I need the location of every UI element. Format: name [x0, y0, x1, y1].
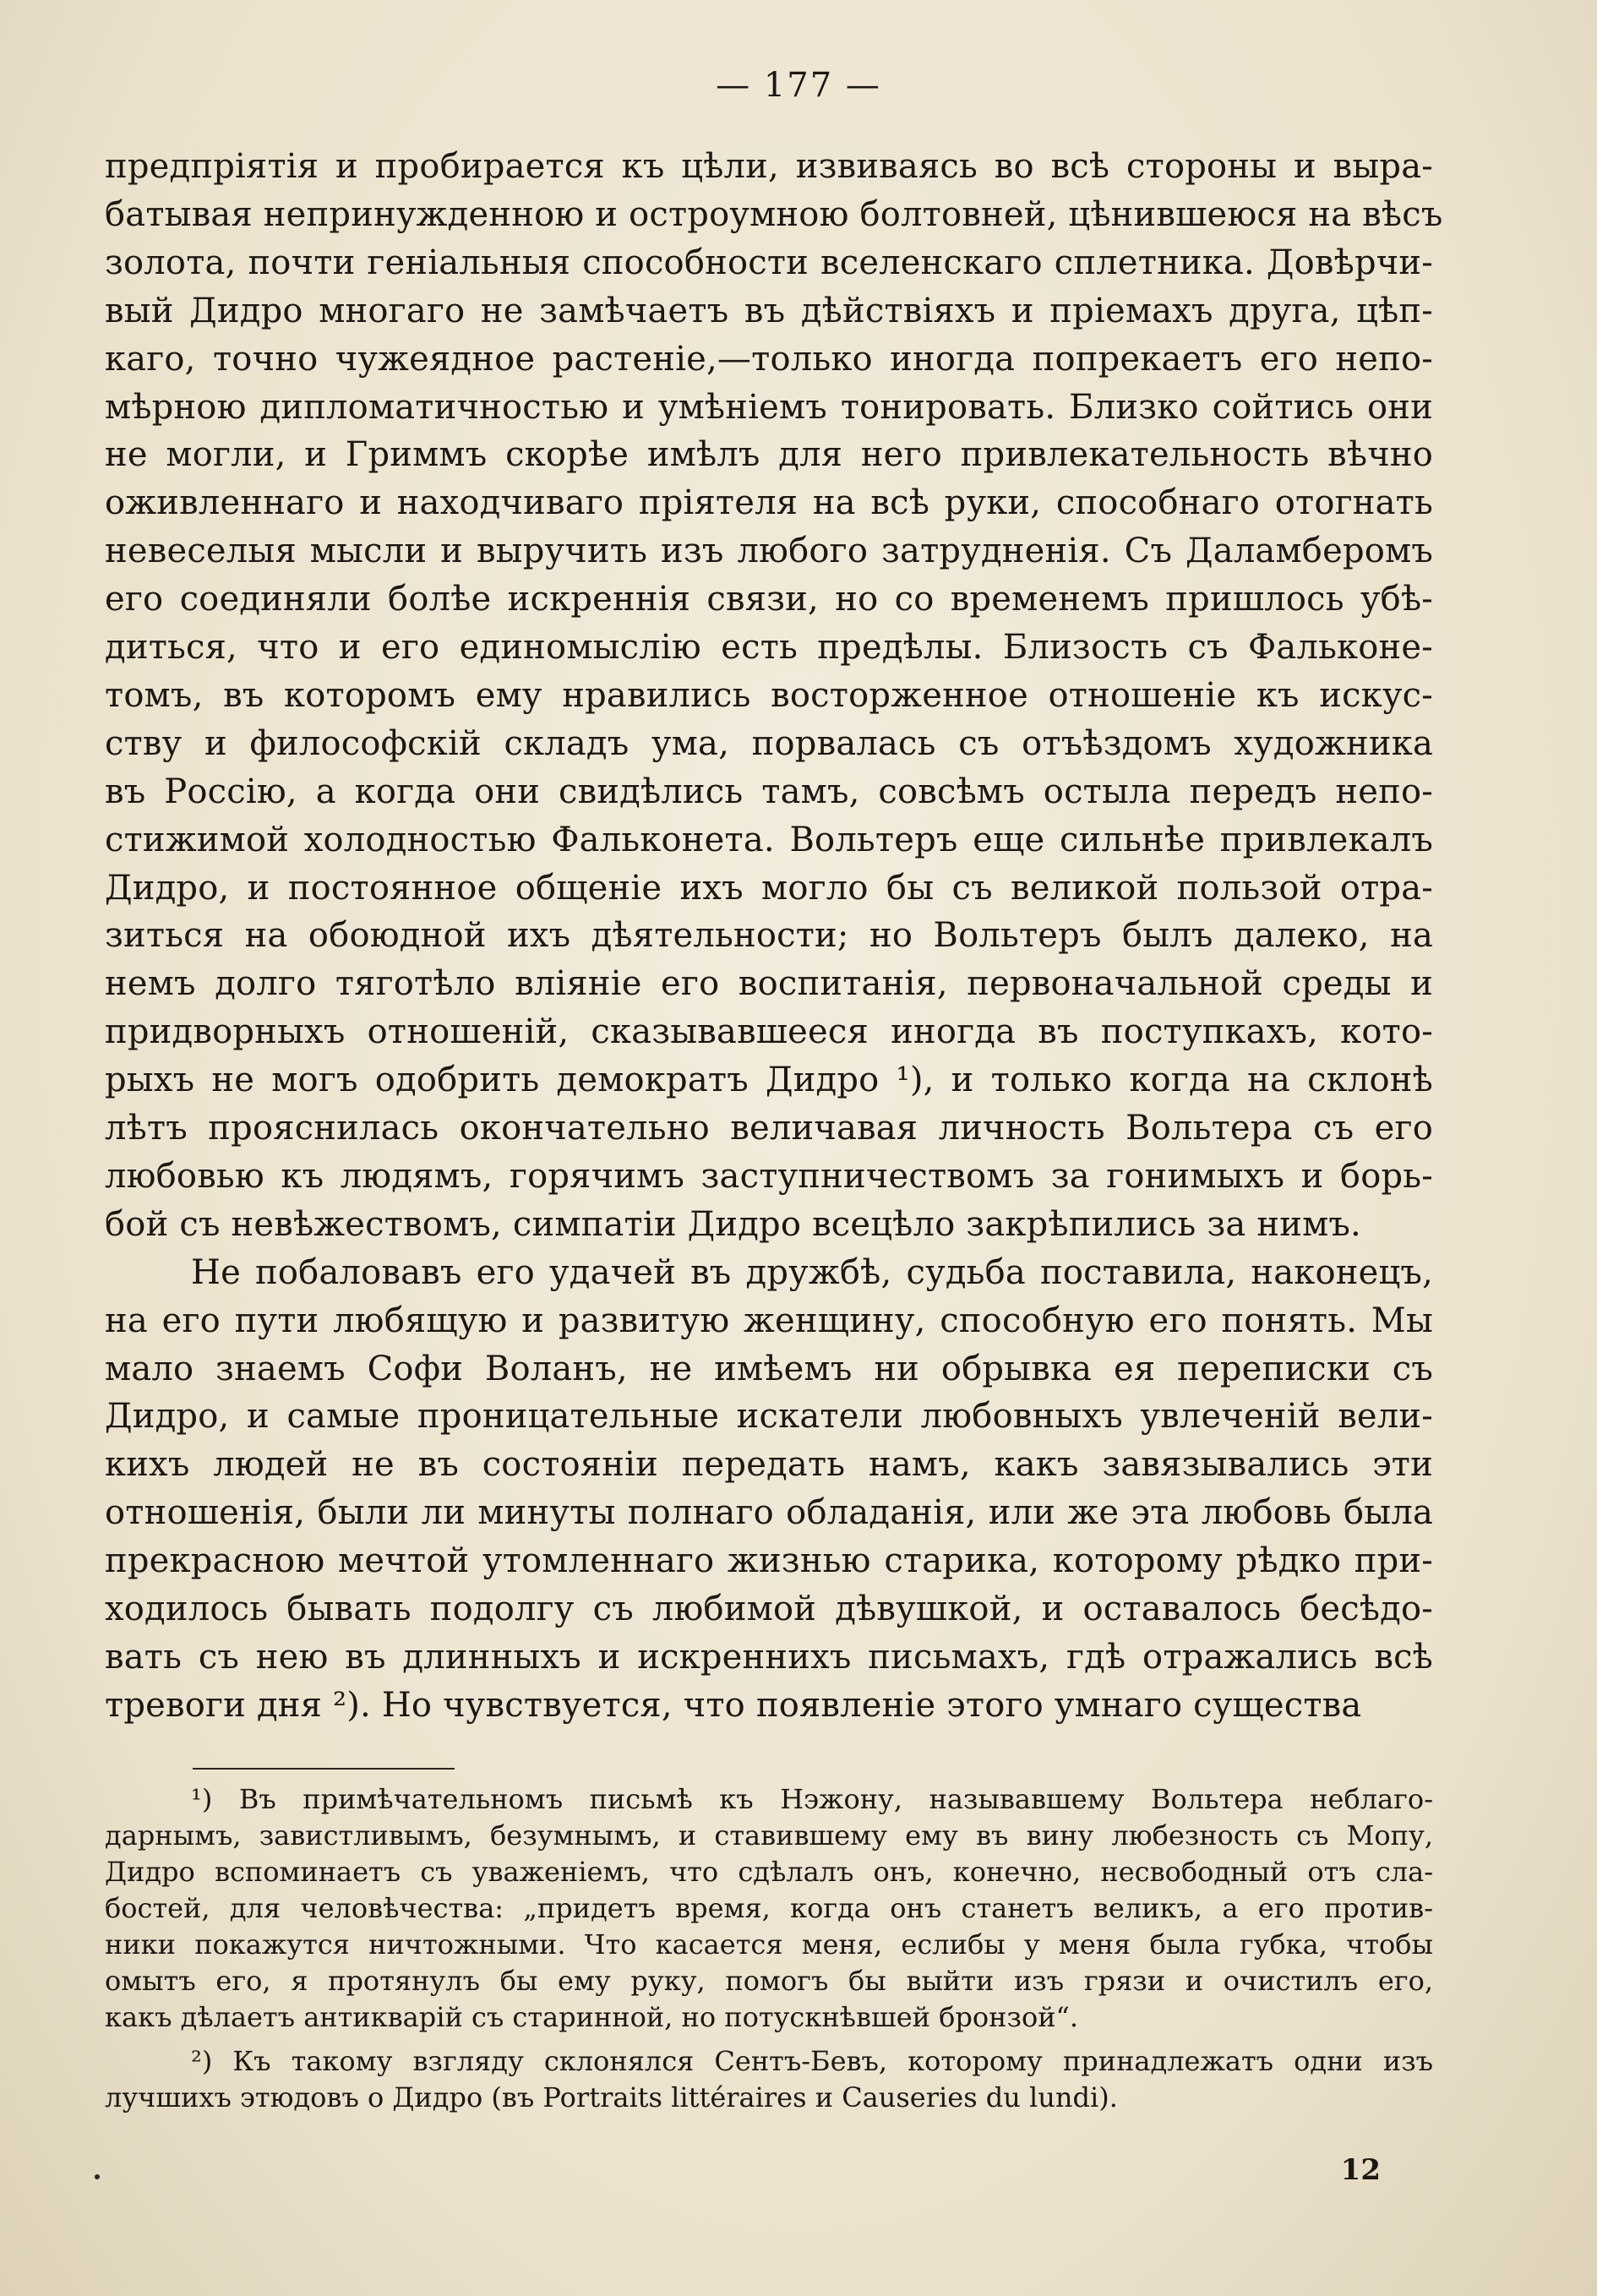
text-line: лѣтъ прояснилась окончательно величавая личность Вольтера съ его: [105, 1109, 1433, 1148]
text-line: каго, точно чужеядное растеніе,—только иногда попрекаетъ его непо-: [105, 339, 1433, 379]
print-speck: [95, 2174, 100, 2179]
text-line: предпріятія и пробирается къ цѣли, извиваясь во всѣ стороны и выра-: [105, 147, 1433, 186]
text-line: немъ долго тяготѣло вліяніе его воспитанія, первоначальной среды и: [105, 964, 1433, 1004]
text-line: батывая непринужденною и остроумною болтовней, цѣнившеюся на вѣсъ: [105, 194, 1443, 234]
text-line: ходилось бывать подолгу съ любимой дѣвушкой, и оставалось бесѣдо-: [105, 1590, 1433, 1628]
text-line: на его пути любящую и развитую женщину, способную его понять. Мы: [105, 1301, 1433, 1340]
footnote-line: бостей, для человѣчества: „придетъ время, когда онъ станетъ великъ, а его против-: [105, 1892, 1433, 1924]
text-line: бой съ невѣжествомъ, симпатіи Дидро всецѣло закрѣпились за нимъ.: [105, 1204, 1361, 1244]
text-line: отношенія, были ли минуты полнаго обладанія, или же эта любовь была: [105, 1493, 1433, 1533]
text-line: зиться на обоюдной ихъ дѣятельности; но Вольтеръ былъ далеко, на: [105, 916, 1433, 956]
footnote-line: ¹) Въ примѣчательномъ письмѣ къ Нэжону, называвшему Вольтера неблаго-: [191, 1783, 1433, 1815]
page-number: — 177 —: [716, 66, 881, 105]
footnote-line: какъ дѣлаетъ антикварій съ старинной, но потускнѣвшей бронзой“.: [105, 2001, 1079, 2033]
text-line: Дидро, и самые проницательные искатели любовныхъ увлеченій вели-: [105, 1397, 1433, 1437]
footnote-line: дарнымъ, завистливымъ, безумнымъ, и ставившему ему въ вину любезность съ Мопу,: [105, 1819, 1433, 1852]
text-line: придворныхъ отношеній, сказывавшееся иногда въ поступкахъ, кото-: [105, 1012, 1433, 1052]
footnote-line: омытъ его, я протянулъ бы ему руку, помогъ бы выйти изъ грязи и очистилъ его,: [105, 1965, 1433, 1997]
text-line: вать съ нею въ длинныхъ и искреннихъ письмахъ, гдѣ отражались всѣ: [105, 1637, 1433, 1677]
footnote-line: лучшихъ этюдовъ о Дидро (въ Portraits littéraires и Causeries du lundi).: [105, 2081, 1118, 2113]
text-line: рыхъ не могъ одобрить демократъ Дидро ¹), и только когда на склонѣ: [105, 1061, 1433, 1100]
text-line: мѣрною дипломатичностью и умѣніемъ тонировать. Близко сойтись они: [105, 387, 1433, 427]
text-line: любовью къ людямъ, горячимъ заступничествомъ за гонимыхъ и борь-: [105, 1156, 1433, 1196]
signature-mark: 12: [1340, 2153, 1381, 2187]
text-line: тревоги дня ²). Но чувствуется, что появленіе этого умнаго существа: [105, 1685, 1362, 1725]
text-line: стижимой холодностью Фальконета. Вольтеръ еще сильнѣе привлекалъ: [105, 820, 1433, 859]
text-line: оживленнаго и находчиваго пріятеля на всѣ руки, способнаго отогнать: [105, 483, 1433, 523]
text-line: Дидро, и постоянное общеніе ихъ могло бы съ великой пользой отра-: [105, 868, 1433, 908]
text-line: прекрасною мечтой утомленнаго жизнью старика, которому рѣдко при-: [105, 1541, 1433, 1581]
text-line: кихъ людей не въ состояніи передать намъ, какъ завязывались эти: [105, 1445, 1433, 1485]
text-line: его соединяли болѣе искреннія связи, но со временемъ пришлось убѣ-: [105, 580, 1433, 619]
footnote-rule: [193, 1768, 455, 1770]
text-line: золота, почти геніальныя способности вселенскаго сплетника. Довѣрчи-: [105, 243, 1433, 282]
text-line: не могли, и Гриммъ скорѣе имѣлъ для него привлекательность вѣчно: [105, 435, 1433, 475]
text-line: томъ, въ которомъ ему нравились восторженное отношеніе къ искус-: [105, 675, 1433, 715]
footnote-line: Дидро вспоминаетъ съ уваженіемъ, что сдѣлалъ онъ, конечно, несвободный отъ сла-: [105, 1856, 1433, 1888]
text-line: Не побаловавъ его удачей въ дружбѣ, судьба поставила, наконецъ,: [191, 1252, 1433, 1292]
footnote-line: ²) Къ такому взгляду склонялся Сентъ-Бевъ, которому принадлежатъ одни изъ: [191, 2045, 1433, 2077]
footnote-line: ники покажутся ничтожными. Что касается меня, еслибы у меня была губка, чтобы: [105, 1928, 1433, 1961]
text-line: диться, что и его единомыслію есть предѣлы. Близость съ Фальконе-: [105, 628, 1433, 667]
text-line: вый Дидро многаго не замѣчаетъ въ дѣйствіяхъ и пріемахъ друга, цѣп-: [105, 291, 1433, 330]
text-line: ству и философскій складъ ума, порвалась съ отъѣздомъ художника: [105, 723, 1433, 763]
text-line: невеселыя мысли и выручить изъ любого затрудненія. Съ Даламберомъ: [105, 532, 1433, 571]
text-line: въ Россію, а когда они свидѣлись тамъ, совсѣмъ остыла передъ непо-: [105, 772, 1433, 811]
text-line: мало знаемъ Софи Воланъ, не имѣемъ ни обрывка ея переписки съ: [105, 1349, 1433, 1388]
